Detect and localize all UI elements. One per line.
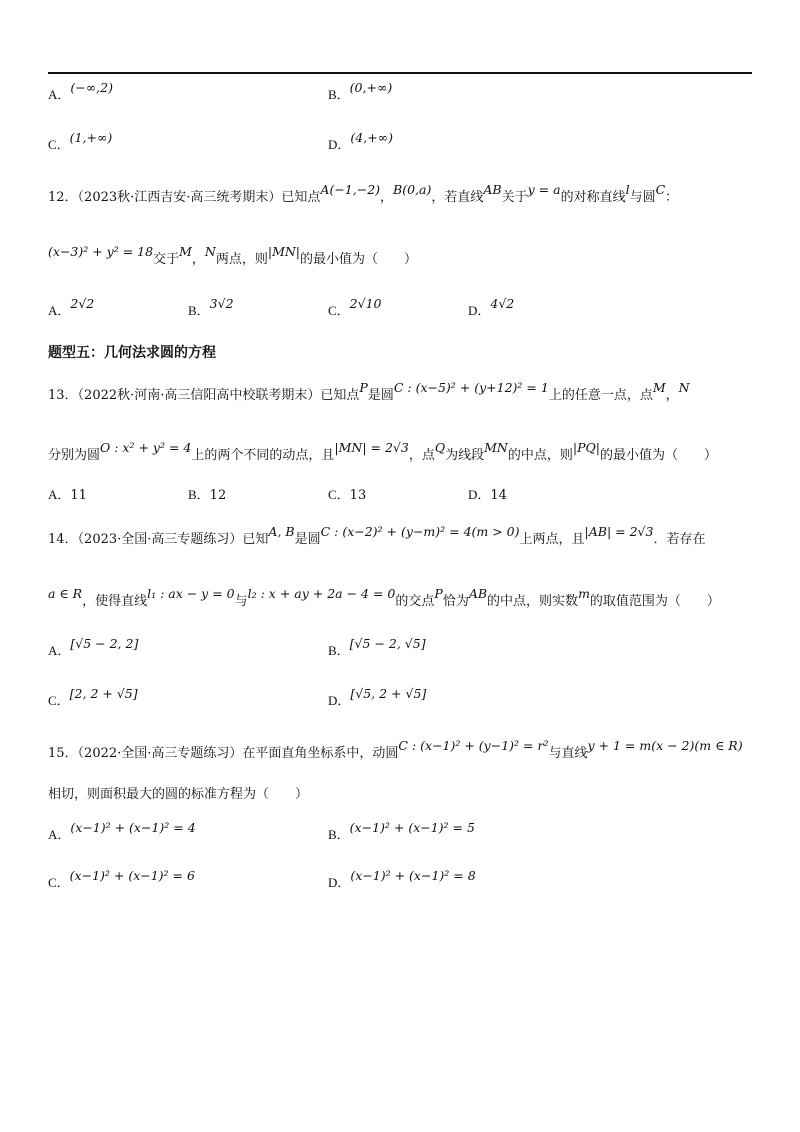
q12-stem-line-1: 12．（2023秋·江西吉安·高三统考期末）已知点A(−1,−2)，B(0,a)，若直线AB关于y = a的对称直线l与圆C：: [48, 182, 679, 205]
q13-stem-line-2: 分别为圆O : x² + y² = 4上的两个不同的动点，且|MN| = 2√3，点Q为线段MN的中点，则|PQ|的最小值为（ ）: [48, 440, 717, 463]
q13-option-a: A．11: [48, 487, 87, 503]
q15-option-a: A．(x−1)² + (x−1)² = 4: [48, 820, 196, 842]
top-rule: [48, 72, 752, 74]
q15-option-d: D．(x−1)² + (x−1)² = 8: [328, 868, 476, 890]
q13-stem-line-1: 13．（2022秋·河南·高三信阳高中校联考期末）已知点P是圆C : (x−5)² + (y+12)² = 1上的任意一点，点M，N: [48, 380, 690, 403]
q13-option-c: C．13: [328, 487, 367, 503]
q12-option-d: D．4√2: [468, 296, 515, 318]
q14-option-c: C．[2, 2 + √5]: [48, 686, 138, 708]
q12-option-c: C．2√10: [328, 296, 382, 318]
q12-option-a: A．2√2: [48, 296, 95, 318]
q15-stem-line-2: 相切，则面积最大的圆的标准方程为（ ）: [48, 787, 309, 802]
q15-stem-line-1: 15．（2022·全国·高三专题练习）在平面直角坐标系中，动圆C : (x−1)² + (y−1)² = r²与直线y + 1 = m(x − 2)(m ∈ R): [48, 738, 743, 761]
question-source: （2023·全国·高三专题练习）: [77, 532, 243, 547]
q14-stem-line-1: 14．（2023·全国·高三专题练习）已知A, B是圆C : (x−2)² + (y−m)² = 4(m > 0)上两点，且|AB| = 2√3．若存在: [48, 524, 706, 547]
question-number: 12．: [48, 190, 78, 205]
q13-option-d: D．14: [468, 487, 507, 503]
question-source: （2022·全国·高三专题练习）: [77, 746, 243, 761]
question-source: （2023秋·江西吉安·高三统考期末）: [77, 190, 282, 205]
q11-option-c: C．(1,+∞): [48, 130, 113, 152]
q14-option-b: B．[√5 − 2, √5]: [328, 636, 426, 658]
q15-option-c: C．(x−1)² + (x−1)² = 6: [48, 868, 195, 890]
question-number: 14．: [48, 532, 78, 547]
section-heading: 题型五：几何法求圆的方程: [48, 345, 216, 361]
q11-option-a: A．(−∞,2): [48, 80, 113, 102]
q12-stem-line-2: (x−3)² + y² = 18交于M，N两点，则|MN|的最小值为（ ）: [48, 244, 418, 267]
q14-option-a: A．[√5 − 2, 2]: [48, 636, 139, 658]
q11-option-d: D．(4,+∞): [328, 130, 393, 152]
q15-option-b: B．(x−1)² + (x−1)² = 5: [328, 820, 475, 842]
question-number: 15．: [48, 746, 78, 761]
q13-option-b: B．12: [188, 487, 227, 503]
q12-option-b: B．3√2: [188, 296, 234, 318]
q11-option-b: B．(0,+∞): [328, 80, 393, 102]
q14-stem-line-2: a ∈ R，使得直线l₁ : ax − y = 0与l₂ : x + ay + 2a − 4 = 0的交点P恰为AB的中点，则实数m的取值范围为（ ）: [48, 586, 720, 609]
question-number: 13．: [48, 388, 78, 403]
q14-option-d: D．[√5, 2 + √5]: [328, 686, 427, 708]
question-source: （2022秋·河南·高三信阳高中校联考期末）: [77, 388, 321, 403]
